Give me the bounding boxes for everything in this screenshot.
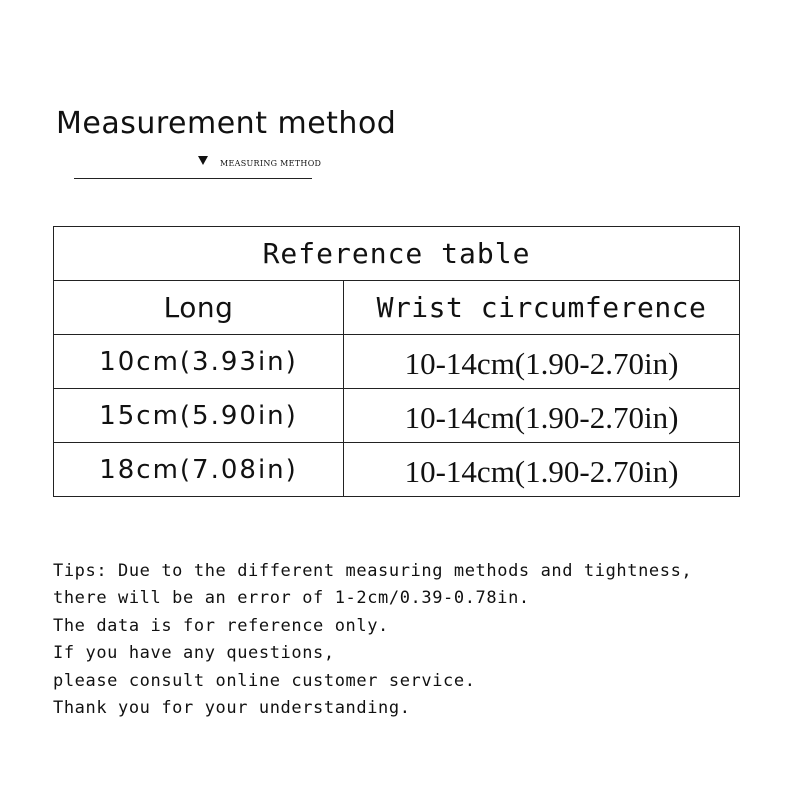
cell-long: 18cm(7.08in) bbox=[54, 443, 344, 497]
cell-wrist: 10-14cm(1.90-2.70in) bbox=[344, 389, 740, 443]
tips-line: The data is for reference only. bbox=[53, 615, 389, 636]
table-row bbox=[54, 389, 740, 443]
measuring-method-marker bbox=[74, 152, 322, 179]
cell-wrist: 10-14cm(1.90-2.70in) bbox=[344, 443, 740, 497]
tips-line: Thank you for your understanding. bbox=[53, 698, 411, 719]
page-title: Measurement method bbox=[56, 106, 397, 141]
table-row bbox=[54, 443, 740, 497]
tips-text bbox=[53, 558, 692, 722]
tips-line: there will be an error of 1-2cm/0.39-0.78in. bbox=[53, 588, 530, 609]
table-caption: Reference table bbox=[54, 227, 740, 281]
column-header-long: Long bbox=[54, 281, 344, 335]
cell-wrist: 10-14cm(1.90-2.70in) bbox=[344, 335, 740, 389]
table-caption-row bbox=[54, 227, 740, 281]
tips-line: Tips: Due to the different measuring methods and tightness, bbox=[53, 561, 693, 581]
table-header-row bbox=[54, 281, 740, 335]
reference-table bbox=[53, 226, 740, 497]
cell-long: 10cm(3.93in) bbox=[54, 335, 344, 389]
column-header-wrist: Wrist circumference bbox=[344, 281, 740, 335]
table-row bbox=[54, 335, 740, 389]
marker-label: MEASURING METHOD bbox=[220, 159, 322, 168]
triangle-down-icon bbox=[198, 156, 208, 165]
cell-long: 15cm(5.90in) bbox=[54, 389, 344, 443]
tips-line: If you have any questions, bbox=[53, 643, 335, 664]
tips-line: please consult online customer service. bbox=[53, 670, 476, 691]
